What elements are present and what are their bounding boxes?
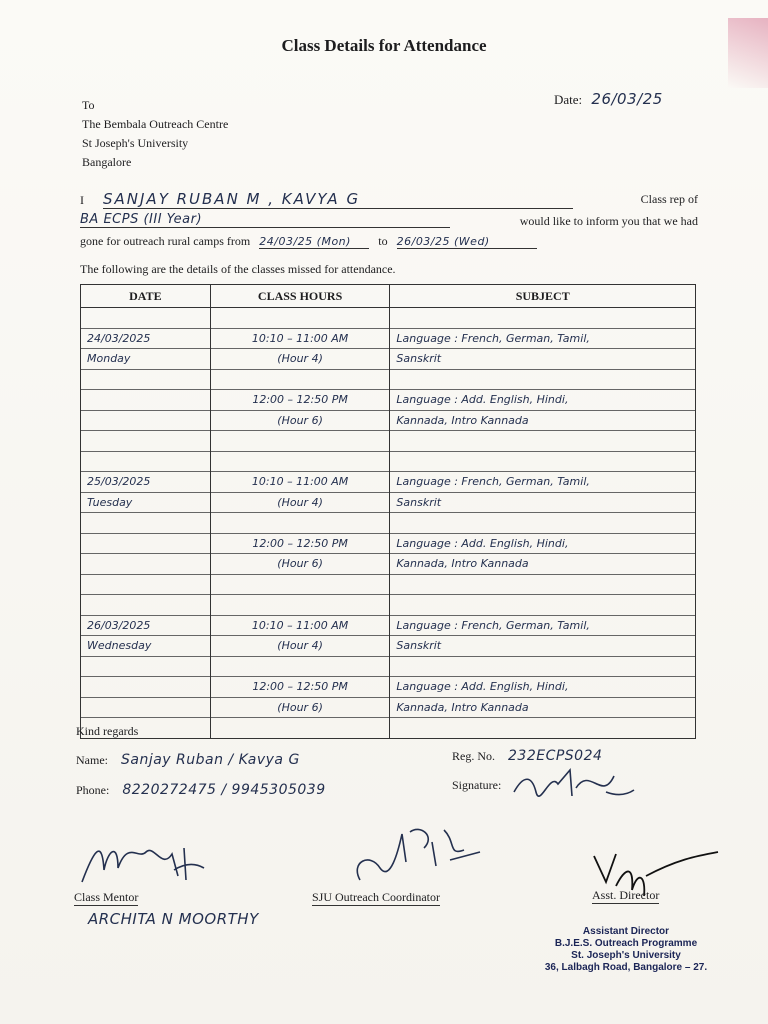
class-hours-cell: (Hour 6)	[210, 554, 390, 575]
subject-cell: Sanskrit	[390, 636, 696, 657]
table-row	[81, 718, 696, 739]
intro-row-2	[80, 212, 698, 234]
subject-cell: Language : French, German, Tamil,	[390, 328, 696, 349]
table-row	[81, 533, 696, 554]
table-row	[81, 328, 696, 349]
intro-row-1	[80, 190, 698, 212]
table-row	[81, 554, 696, 575]
mentor-signature-icon	[74, 830, 214, 890]
phone-value: 8220272475 / 9945305039	[122, 782, 326, 798]
phone-label: Phone:	[76, 783, 110, 797]
table-row	[81, 492, 696, 513]
header-date: DATE	[81, 285, 211, 308]
subject-cell: Language : Add. English, Hindi,	[390, 533, 696, 554]
addressee-block	[82, 96, 228, 172]
class-hours-cell: 12:00 – 12:50 PM	[210, 390, 390, 411]
class-hours-cell	[210, 718, 390, 739]
reg-label: Reg. No.	[452, 749, 495, 763]
class-hours-cell: (Hour 4)	[210, 492, 390, 513]
class-hours-cell: 10:10 – 11:00 AM	[210, 472, 390, 493]
stamp-line: Assistant Director	[582, 926, 670, 937]
name-label: Name:	[76, 753, 108, 767]
director-stamp	[528, 926, 724, 974]
phone-field	[76, 782, 326, 798]
stamp-line: St. Joseph's University	[571, 950, 681, 961]
table-row	[81, 615, 696, 636]
date-cell	[81, 656, 211, 677]
table-row	[81, 656, 696, 677]
table-row	[81, 308, 696, 329]
date-cell: 24/03/2025	[81, 328, 211, 349]
subject-cell: Language : Add. English, Hindi,	[390, 677, 696, 698]
to-word: to	[378, 234, 388, 248]
table-row	[81, 472, 696, 493]
date-cell: Wednesday	[81, 636, 211, 657]
subject-cell: Language : French, German, Tamil,	[390, 615, 696, 636]
date-cell	[81, 554, 211, 575]
subject-cell: Sanskrit	[390, 349, 696, 370]
class-hours-cell	[210, 369, 390, 390]
subject-cell: Sanskrit	[390, 492, 696, 513]
intro-paragraph	[80, 190, 698, 256]
kind-regards: Kind regards	[76, 724, 139, 738]
date-cell: Tuesday	[81, 492, 211, 513]
class-hours-cell: (Hour 6)	[210, 697, 390, 718]
intro-row-3	[80, 234, 698, 256]
table-row	[81, 677, 696, 698]
date-cell	[81, 451, 211, 472]
class-hours-cell	[210, 451, 390, 472]
signature-field	[452, 778, 501, 793]
table-row	[81, 513, 696, 534]
from-date: 24/03/25 (Mon)	[259, 235, 369, 249]
date-cell	[81, 431, 211, 452]
subject-cell: Language : Add. English, Hindi,	[390, 390, 696, 411]
class-hours-cell	[210, 308, 390, 329]
stamp-line: 36, Lalbagh Road, Bangalore – 27.	[544, 962, 708, 973]
signature-label: Signature:	[452, 778, 502, 792]
date-label: Date:	[554, 92, 583, 107]
subject-cell	[390, 718, 696, 739]
date-cell	[81, 410, 211, 431]
class-hours-cell	[210, 431, 390, 452]
reg-value: 232ECPS024	[508, 748, 603, 764]
to-date: 26/03/25 (Wed)	[397, 235, 537, 249]
name-value: Sanjay Ruban / Kavya G	[121, 752, 300, 768]
coordinator-signature-icon	[340, 822, 490, 888]
header-subject: SUBJECT	[390, 285, 696, 308]
table-row	[81, 697, 696, 718]
attendance-table	[80, 284, 696, 739]
class-hours-cell: (Hour 4)	[210, 636, 390, 657]
sju-coordinator-label: SJU Outreach Coordinator	[312, 890, 440, 904]
date-cell	[81, 595, 211, 616]
date-value: 26/03/25	[591, 90, 663, 108]
class-hours-cell: (Hour 4)	[210, 349, 390, 370]
date-cell: 25/03/2025	[81, 472, 211, 493]
date-cell: 26/03/2025	[81, 615, 211, 636]
class-hours-cell: 10:10 – 11:00 AM	[210, 328, 390, 349]
date-cell	[81, 308, 211, 329]
subject-cell	[390, 513, 696, 534]
table-row	[81, 369, 696, 390]
student-names: SANJAY RUBAN M , KAVYA G	[103, 190, 573, 209]
class-hours-cell	[210, 595, 390, 616]
document-title: Class Details for Attendance	[281, 36, 487, 55]
addressee-line: To	[82, 98, 95, 112]
header-class-hours: CLASS HOURS	[210, 285, 390, 308]
asst-director-label: Asst. Director	[592, 888, 660, 902]
class-hours-cell	[210, 513, 390, 534]
class-hours-cell	[210, 656, 390, 677]
table-row	[81, 595, 696, 616]
table-row	[81, 636, 696, 657]
date-cell	[81, 677, 211, 698]
subject-cell: Kannada, Intro Kannada	[390, 554, 696, 575]
class-hours-cell	[210, 574, 390, 595]
subject-cell	[390, 595, 696, 616]
class-hours-cell: 12:00 – 12:50 PM	[210, 677, 390, 698]
addressee-line: Bangalore	[82, 155, 132, 169]
table-row	[81, 431, 696, 452]
following-text: The following are the details of the classes missed for attendance.	[80, 262, 396, 276]
table-row	[81, 574, 696, 595]
date-cell	[81, 697, 211, 718]
table-header-row	[81, 285, 696, 308]
date-cell	[81, 369, 211, 390]
table-row	[81, 451, 696, 472]
class-hours-cell: 10:10 – 11:00 AM	[210, 615, 390, 636]
date-cell	[81, 390, 211, 411]
subject-cell	[390, 431, 696, 452]
subject-cell: Kannada, Intro Kannada	[390, 697, 696, 718]
table-row	[81, 410, 696, 431]
gone-text: gone for outreach rural camps from	[80, 234, 251, 248]
date-cell	[81, 574, 211, 595]
table-row	[81, 390, 696, 411]
table-row	[81, 349, 696, 370]
name-field	[76, 752, 300, 768]
class-hours-cell: 12:00 – 12:50 PM	[210, 533, 390, 554]
subject-cell: Language : French, German, Tamil,	[390, 472, 696, 493]
addressee-line: The Bembala Outreach Centre	[82, 117, 229, 131]
mentor-name: ARCHITA N MOORTHY	[88, 910, 259, 928]
date-field	[554, 90, 663, 108]
class-name: BA ECPS (III Year)	[80, 212, 450, 228]
inform-text: would like to inform you that we had	[519, 214, 698, 228]
stamp-line: B.J.E.S. Outreach Programme	[554, 938, 698, 949]
date-cell	[81, 513, 211, 534]
date-cell: Monday	[81, 349, 211, 370]
subject-cell: Kannada, Intro Kannada	[390, 410, 696, 431]
intro-prefix: I	[80, 193, 84, 207]
date-cell	[81, 533, 211, 554]
addressee-line: St Joseph's University	[82, 136, 189, 150]
class-mentor-label: Class Mentor	[74, 890, 139, 904]
student-signature-icon	[510, 762, 640, 810]
subject-cell	[390, 574, 696, 595]
subject-cell	[390, 308, 696, 329]
subject-cell	[390, 369, 696, 390]
subject-cell	[390, 451, 696, 472]
class-rep-text: Class rep of	[640, 192, 698, 206]
class-hours-cell: (Hour 6)	[210, 410, 390, 431]
subject-cell	[390, 656, 696, 677]
